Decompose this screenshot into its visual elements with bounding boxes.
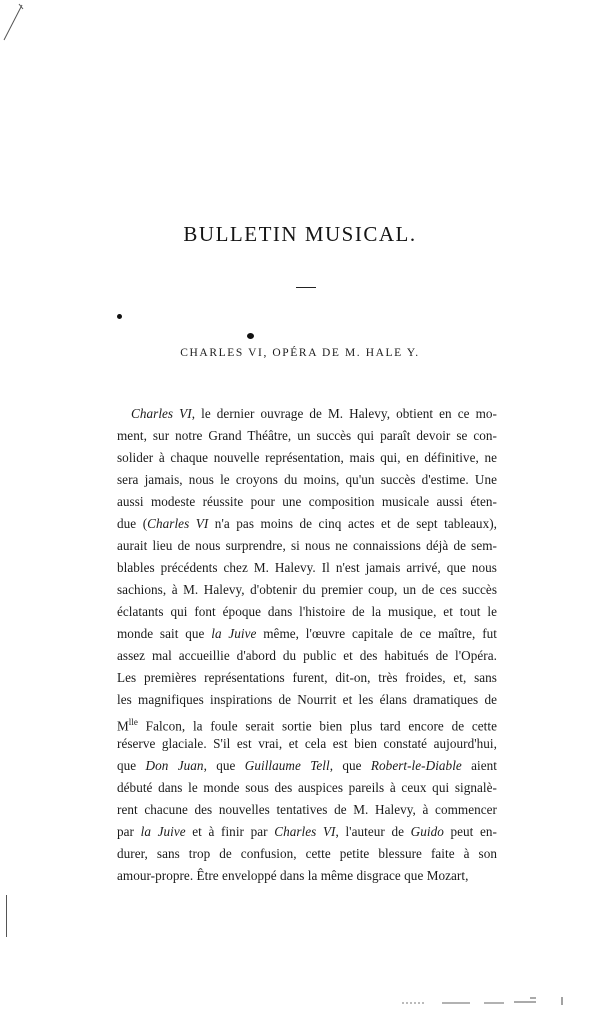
text-line: débuté dans le monde sous des auspices pareils à ceux qui signalè- (117, 780, 497, 795)
article-subtitle: CHARLES VI, OPÉRA DE M. HALE Y. (180, 347, 420, 359)
text-line: amour-propre. Être enveloppé dans la même disgrace que Mozart, (117, 868, 469, 883)
ink-speck (117, 314, 122, 319)
text-line: sachions, à M. Halevy, d'obtenir du premier coup, un de ces succès (117, 582, 497, 597)
text-line: que Don Juan, que Guillaume Tell, que Robert-le-Diable aient (117, 758, 498, 773)
text-line: solider à chaque nouvelle représentation, mais qui, en définitive, ne (117, 450, 497, 465)
text-line: Les premières représentations furent, dit-on, très froides, et, sans (117, 670, 497, 685)
text-line: sera jamais, nous le croyons du moins, qu'un succès d'estime. Une (117, 472, 497, 487)
text-line: rent chacune des nouvelles tentatives de M. Halevy, à commencer (117, 802, 497, 817)
ink-speck (247, 333, 254, 339)
page-title: BULLETIN MUSICAL. (183, 222, 417, 246)
text-line: Charles VI, le dernier ouvrage de M. Halevy, obtient en ce mo- (131, 406, 497, 421)
text-line: assez mal accueillie d'abord du public et des habitués de l'Opéra. (117, 648, 497, 663)
text-line: blables précédents chez M. Halevy. Il n'est jamais arrivé, que nous (117, 560, 497, 575)
text-line: ment, sur notre Grand Théâtre, un succès qui paraît devoir se con- (117, 428, 497, 443)
text-line: éclatants qui font époque dans l'histoire de la musique, et tout le (117, 604, 497, 619)
text-line: durer, sans trop de confusion, cette petite blessure faite à son (117, 846, 497, 861)
footer-scan-marks (380, 995, 600, 1007)
margin-scan-mark (6, 895, 7, 937)
text-line: monde sait que la Juive même, l'œuvre capitale de ce maître, fut (117, 626, 497, 641)
text-line: due (Charles VI n'a pas moins de cinq actes et de sept tableaux), (117, 516, 498, 531)
text-line: aussi modeste réussite pour une composition musicale aussi éten- (117, 494, 497, 509)
text-line: aurait lieu de nous surprendre, si nous ne connaissions déjà de sem- (117, 538, 497, 553)
article-body (117, 403, 497, 887)
text-line: réserve glaciale. S'il est vrai, et cela est bien constaté aujourd'hui, (117, 736, 497, 751)
text-line: les magnifiques inspirations de Nourrit et les élans dramatiques de (117, 692, 497, 707)
title-rule (296, 287, 316, 288)
text-line: $M^{lle}$ Falcon, la foule serait sortie bien plus tard encore de cette (117, 717, 497, 734)
text-line: par la Juive et à finir par Charles VI, l'auteur de Guido peut en- (117, 824, 497, 839)
corner-pencil-mark (2, 2, 26, 42)
